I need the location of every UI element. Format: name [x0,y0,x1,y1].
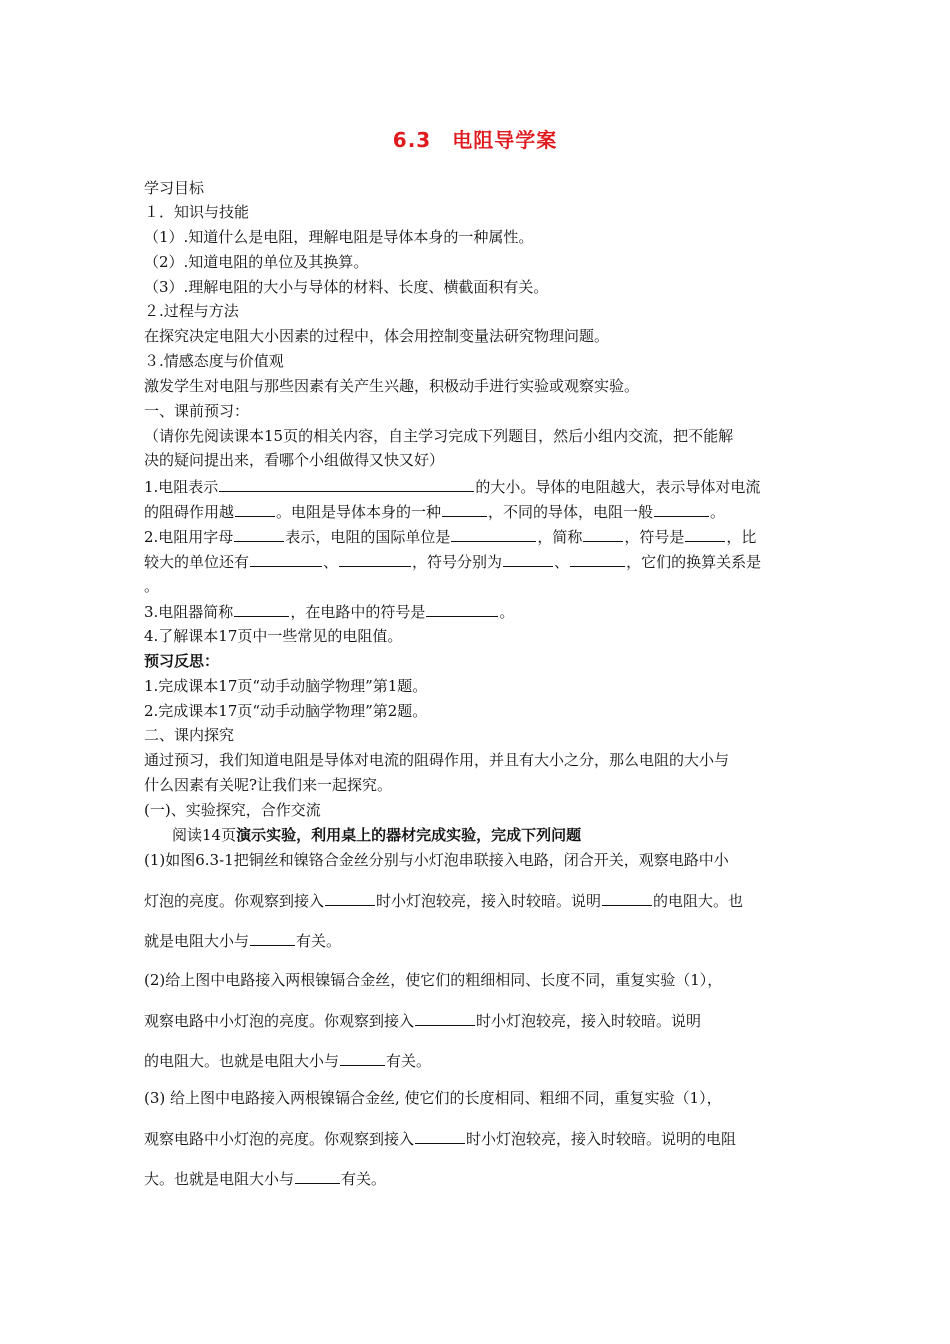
question-text: 。 [499,603,515,621]
question-3-line [144,601,814,622]
objective-item: 在探究决定电阻大小因素的过程中，体会用控制变量法研究物理问题。 [144,327,610,345]
objective-item: 激发学生对电阻与那些因素有关产生兴趣，积极动手进行实验或观察实验。 [144,377,640,395]
preview-instruction: 决的疑问提出来，看哪个小组做得又快又好） [144,451,445,469]
objective-item: （3）.理解电阻的大小与导体的材料、长度、横截面积有关。 [144,278,549,296]
answer-blank[interactable] [570,551,625,567]
question-text: 的电阻大。也 [653,892,744,910]
experiment-3-line [144,1128,814,1149]
knowledge-skills-heading: １．知识与技能 [144,203,250,221]
answer-blank[interactable] [415,1128,465,1144]
answer-blank[interactable] [250,930,295,946]
question-text: 3.电阻器简称 [144,603,234,621]
answer-blank[interactable] [503,551,553,567]
question-text: ，符号分别为 [412,553,503,571]
question-2-line [144,526,814,547]
question-text: 2.电阻用字母 [144,528,234,546]
answer-blank[interactable] [583,526,623,542]
experiment-subheading: (一)、实验探究，合作交流 [144,801,321,819]
reflection-item: 2.完成课本17页“动手动脑学物理”第2题。 [144,702,428,720]
answer-blank[interactable] [685,526,725,542]
answer-blank[interactable] [415,1010,475,1026]
preview-heading: 一、课前预习： [144,402,250,420]
instruction-text: 阅读14页 [172,826,237,844]
experiment-3-line: (3) 给上图中电路接入两根镍镉合金丝, 使它们的长度相同、粗细不同，重复实验（1）， [144,1089,722,1107]
question-text: 。 [710,503,726,521]
process-method-heading: ２.过程与方法 [144,302,239,320]
question-text: 时小灯泡较亮，接入时较暗。说明的电阻 [466,1130,737,1148]
question-text: 有关。 [296,932,342,950]
answer-blank[interactable] [442,501,487,517]
question-4-line: 4.了解课本17页中一些常见的电阻值。 [144,627,403,645]
inclass-intro: 什么因素有关呢?让我们来一起探究。 [144,776,393,794]
experiment-2-line [144,1010,814,1031]
reflection-heading: 预习反思： [144,652,220,670]
question-text: 1.电阻表示 [144,478,219,496]
answer-blank[interactable] [219,476,474,492]
question-text: 时小灯泡较亮，接入时较暗。说明 [476,1012,702,1030]
question-text: ，比 [726,528,757,546]
answer-blank[interactable] [654,501,709,517]
answer-blank[interactable] [451,526,536,542]
question-text: ，不同的导体，电阻一般 [488,503,654,521]
experiment-1-line [144,930,814,951]
experiment-1-line: (1)如图6.3-1把铜丝和镍铬合金丝分别与小灯泡串联接入电路，闭合开关，观察电路中小 [144,851,729,869]
question-text: 的阻碍作用越 [144,503,235,521]
inclass-heading: 二、课内探究 [144,726,235,744]
question-text: 就是电阻大小与 [144,932,250,950]
preview-instruction: （请你先阅读课本15页的相关内容，自主学习完成下列题目，然后小组内交流，把不能解 [144,427,734,445]
answer-blank[interactable] [340,1050,385,1066]
question-text: 有关。 [386,1052,432,1070]
question-text: 、 [323,553,339,571]
question-text: 大。也就是电阻大小与 [144,1170,295,1188]
inclass-intro: 通过预习，我们知道电阻是导体对电流的阻碍作用，并且有大小之分，那么电阻的大小与 [144,751,730,769]
question-text: ，符号是 [624,528,685,546]
question-text: ，在电路中的符号是 [290,603,426,621]
answer-blank[interactable] [426,601,498,617]
reading-instruction [172,825,842,845]
attitude-values-heading: ３.情感态度与价值观 [144,352,284,370]
experiment-2-line: (2)给上图中电路接入两根镍镉合金丝，使它们的粗细相同、长度不同，重复实验（1）， [144,971,723,989]
answer-blank[interactable] [250,551,322,567]
question-text: 表示，电阻的国际单位是 [285,528,451,546]
question-text: 观察电路中小灯泡的亮度。你观察到接入 [144,1012,415,1030]
question-text: 时小灯泡较亮，接入时较暗。说明 [376,892,602,910]
question-text: 较大的单位还有 [144,553,250,571]
experiment-3-line [144,1168,814,1189]
answer-blank[interactable] [235,501,275,517]
answer-blank[interactable] [234,601,289,617]
objectives-heading: 学习目标 [144,179,205,197]
answer-blank[interactable] [234,526,284,542]
reflection-item: 1.完成课本17页“动手动脑学物理”第1题。 [144,677,428,695]
question-2-line: 。 [144,577,160,595]
question-text: ，简称 [537,528,583,546]
page-title: 6.3 电阻导学案 [392,128,558,152]
question-1-line [144,476,814,497]
answer-blank[interactable] [339,551,411,567]
question-text: ，它们的换算关系是 [626,553,762,571]
question-text: 。电阻是导体本身的一种 [276,503,442,521]
question-2-line [144,551,814,572]
experiment-1-line [144,890,814,911]
instruction-bold-text: 演示实验，利用桌上的器材完成实验，完成下列问题 [236,826,582,844]
question-text: 的电阻大。也就是电阻大小与 [144,1052,340,1070]
experiment-2-line [144,1050,814,1071]
objective-item: （1）.知道什么是电阻，理解电阻是导体本身的一种属性。 [144,228,534,246]
question-text: 灯泡的亮度。你观察到接入 [144,892,325,910]
question-text: 的大小。导体的电阻越大，表示导体对电流 [475,478,761,496]
answer-blank[interactable] [295,1168,340,1184]
question-text: 观察电路中小灯泡的亮度。你观察到接入 [144,1130,415,1148]
question-text: 、 [554,553,570,571]
answer-blank[interactable] [325,890,375,906]
question-text: 有关。 [341,1170,387,1188]
question-1-line [144,501,814,522]
answer-blank[interactable] [602,890,652,906]
objective-item: （2）.知道电阻的单位及其换算。 [144,253,369,271]
